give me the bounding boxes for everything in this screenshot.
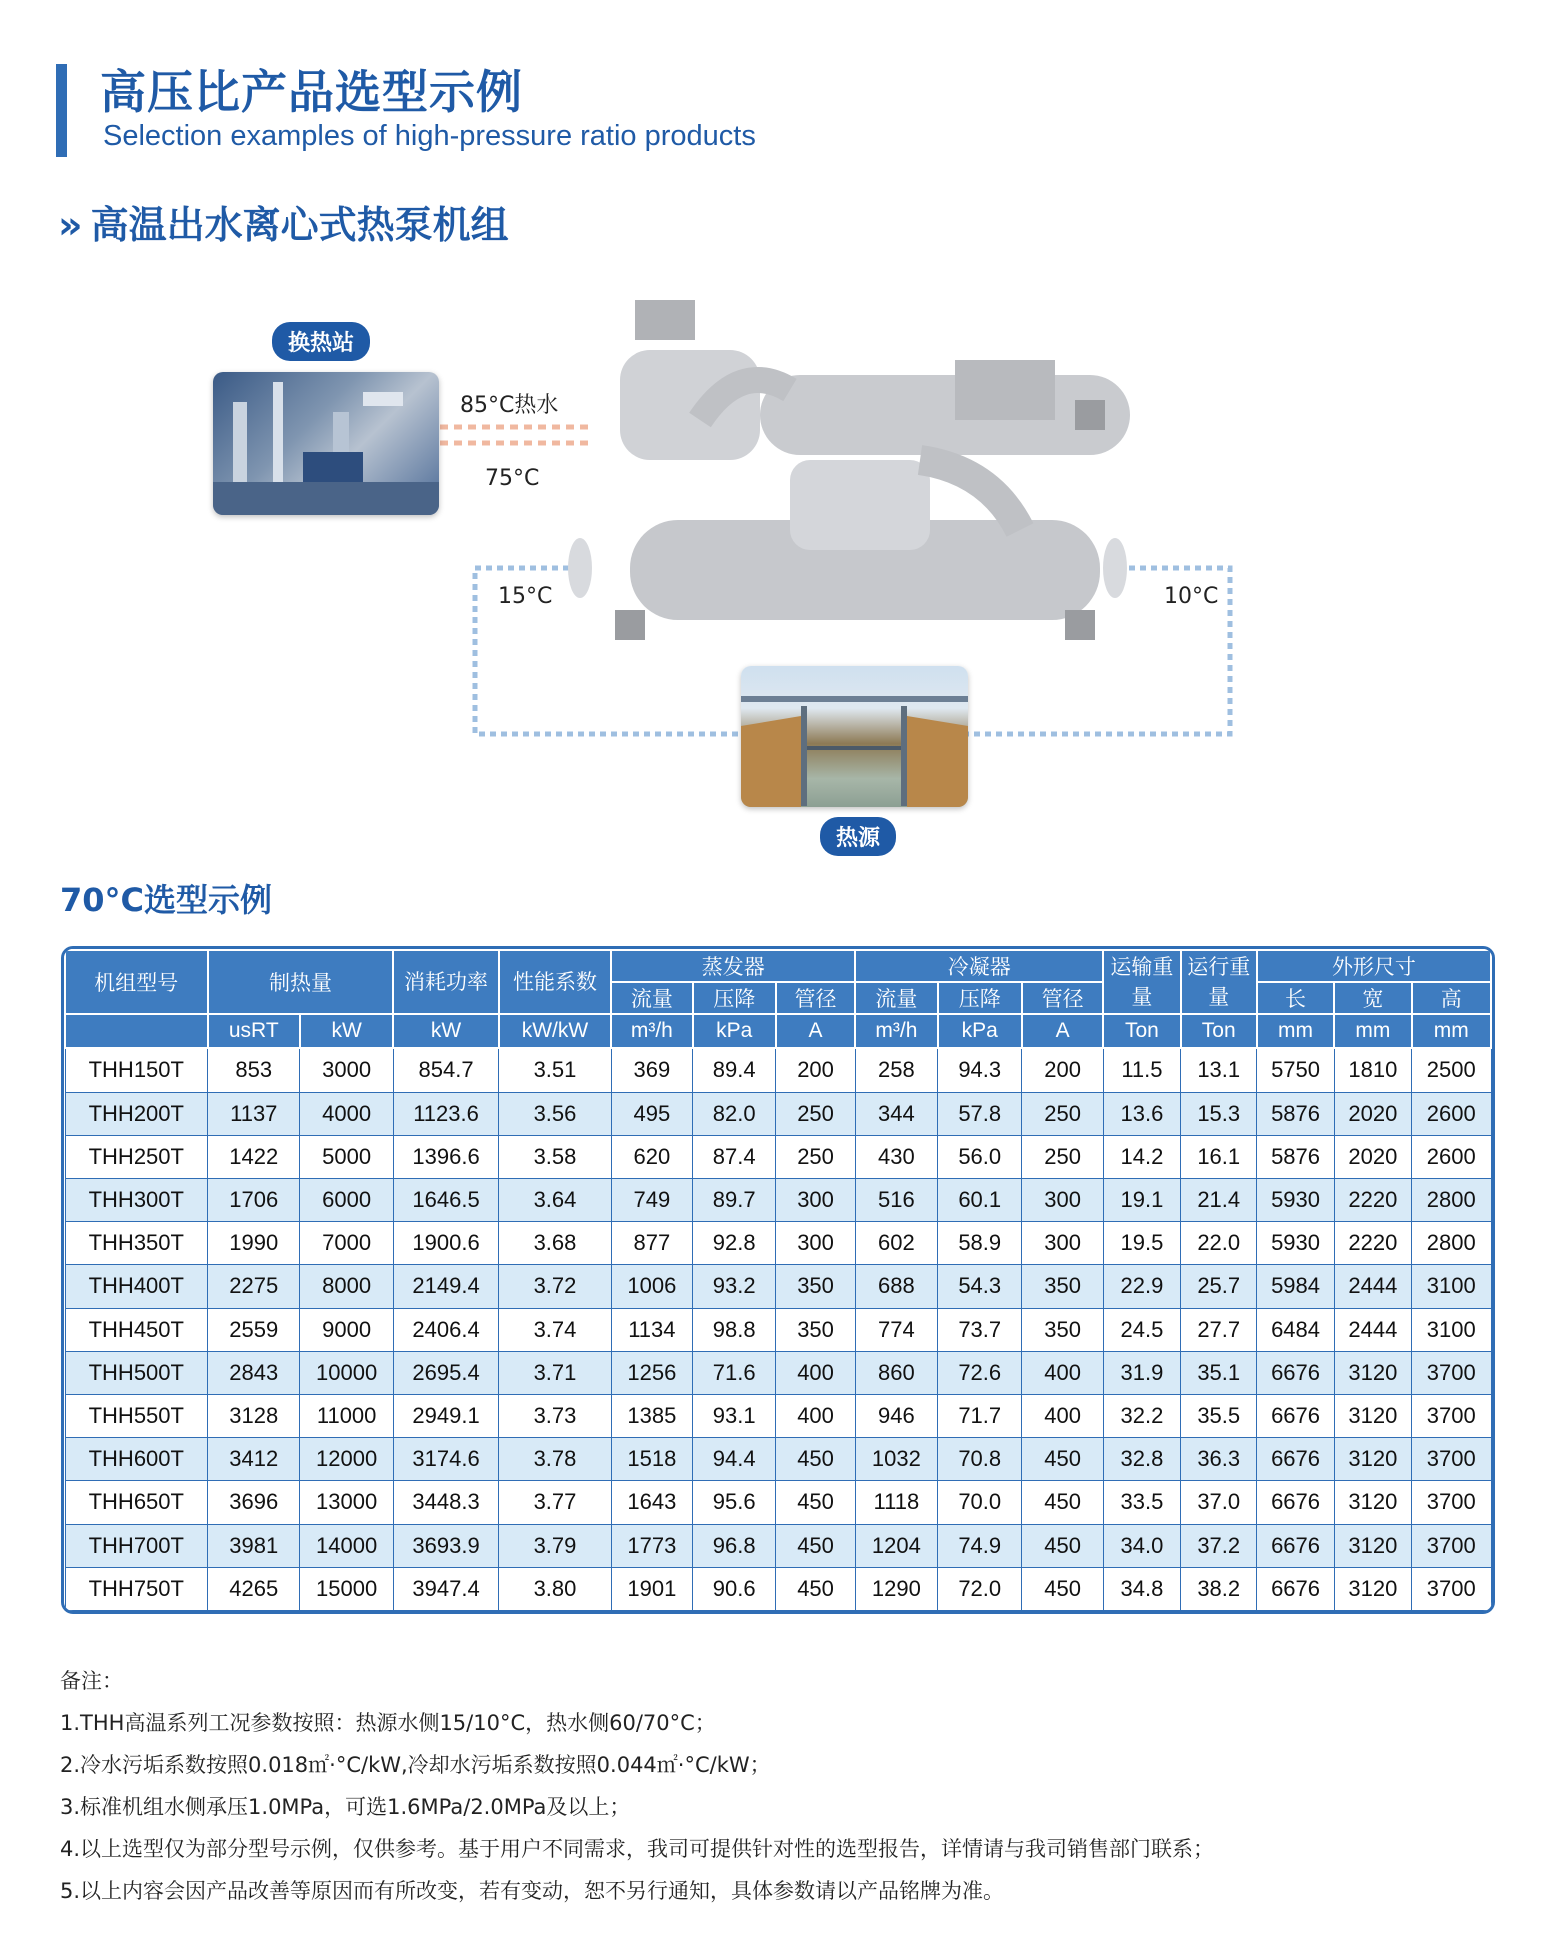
table-cell: 1385	[611, 1394, 692, 1437]
table-cell: 3.58	[499, 1135, 611, 1178]
table-cell: 38.2	[1181, 1567, 1257, 1610]
table-cell: 54.3	[938, 1265, 1022, 1308]
table-body	[65, 1048, 1491, 1611]
unit-cell: Ton	[1103, 1014, 1180, 1048]
table-cell: 3100	[1412, 1265, 1491, 1308]
table-cell: 3120	[1334, 1438, 1411, 1481]
table-cell: 2149.4	[393, 1265, 498, 1308]
table-cell: 5930	[1257, 1178, 1334, 1221]
table-cell: 3174.6	[393, 1438, 498, 1481]
table-cell: 5930	[1257, 1222, 1334, 1265]
section-heading	[58, 194, 509, 249]
unit-cell: kW	[300, 1014, 393, 1048]
model-cell: THH450T	[65, 1308, 208, 1351]
table-cell: 9000	[300, 1308, 393, 1351]
model-cell: THH750T	[65, 1567, 208, 1610]
table-cell: 946	[855, 1394, 937, 1437]
table-cell: 98.8	[693, 1308, 776, 1351]
table-cell: 2559	[208, 1308, 300, 1351]
unit-cell: usRT	[208, 1014, 300, 1048]
table-cell: 450	[776, 1524, 855, 1567]
table-cell: 1032	[855, 1438, 937, 1481]
table-cell: 1256	[611, 1351, 692, 1394]
table-cell: 6676	[1257, 1351, 1334, 1394]
model-cell: THH400T	[65, 1265, 208, 1308]
unit-cell: mm	[1334, 1014, 1411, 1048]
table-cell: 3120	[1334, 1351, 1411, 1394]
table-cell: 1396.6	[393, 1135, 498, 1178]
table-cell: 58.9	[938, 1222, 1022, 1265]
heat-source-photo	[741, 666, 968, 807]
hot-water-return-temp: 75°C	[485, 466, 540, 491]
table-cell: 71.7	[938, 1394, 1022, 1437]
table-cell: 1290	[855, 1567, 937, 1610]
page-subtitle-en: Selection examples of high-pressure ratio products	[103, 120, 756, 152]
table-cell: 96.8	[693, 1524, 776, 1567]
table-cell: 1118	[855, 1481, 937, 1524]
unit-cell: kW	[393, 1014, 498, 1048]
table-cell: 853	[208, 1048, 300, 1092]
table-cell: 258	[855, 1048, 937, 1092]
table-row	[65, 1092, 1491, 1135]
table-cell: 2843	[208, 1351, 300, 1394]
note-item: 3.标准机组水侧承压1.0MPa，可选1.6MPa/2.0MPa及以上；	[60, 1795, 631, 1819]
table-cell: 200	[776, 1048, 855, 1092]
table-cell: 11000	[300, 1394, 393, 1437]
table-cell: 300	[1022, 1178, 1103, 1221]
table-row	[65, 1524, 1491, 1567]
table-cell: 300	[776, 1178, 855, 1221]
table-cell: 2600	[1412, 1092, 1491, 1135]
table-cell: 13000	[300, 1481, 393, 1524]
table-cell: 32.2	[1103, 1394, 1180, 1437]
table-cell: 6676	[1257, 1524, 1334, 1567]
table-cell: 3700	[1412, 1567, 1491, 1610]
table-cell: 3128	[208, 1394, 300, 1437]
table-row	[65, 1308, 1491, 1351]
table-cell: 14000	[300, 1524, 393, 1567]
header-power: 消耗功率	[393, 950, 498, 1014]
model-cell: THH650T	[65, 1481, 208, 1524]
heat-source-badge: 热源	[820, 817, 896, 856]
table-cell: 70.8	[938, 1438, 1022, 1481]
table-cell: 400	[1022, 1351, 1103, 1394]
table-cell: 13.6	[1103, 1092, 1180, 1135]
header-evap-drop: 压降	[693, 982, 776, 1014]
model-cell: THH350T	[65, 1222, 208, 1265]
table-cell: 94.4	[693, 1438, 776, 1481]
table-cell: 6676	[1257, 1394, 1334, 1437]
note-item: 4.以上选型仅为部分型号示例，仅供参考。基于用户不同需求，我司可提供针对性的选型报告，详情请与我司销售部门联系；	[60, 1837, 1215, 1861]
unit-cell: m³/h	[611, 1014, 692, 1048]
table-cell: 1706	[208, 1178, 300, 1221]
table-cell: 602	[855, 1222, 937, 1265]
header-operating-weight: 运行重量	[1181, 950, 1257, 1014]
table-cell: 860	[855, 1351, 937, 1394]
table-cell: 250	[1022, 1092, 1103, 1135]
table-row	[65, 1481, 1491, 1524]
table-cell: 688	[855, 1265, 937, 1308]
table-cell: 6676	[1257, 1567, 1334, 1610]
table-cell: 350	[1022, 1265, 1103, 1308]
table-cell: 450	[776, 1438, 855, 1481]
table-cell: 10000	[300, 1351, 393, 1394]
table-cell: 1900.6	[393, 1222, 498, 1265]
table-cell: 2020	[1334, 1135, 1411, 1178]
double-chevron-icon: »	[58, 203, 83, 247]
header-evap-pipe: 管径	[776, 982, 855, 1014]
table-cell: 6676	[1257, 1438, 1334, 1481]
table-row	[65, 1567, 1491, 1610]
table-cell: 3448.3	[393, 1481, 498, 1524]
table-cell: 89.7	[693, 1178, 776, 1221]
header-shipping-weight: 运输重量	[1103, 950, 1180, 1014]
table-title: 70°C选型示例	[60, 881, 273, 919]
table-cell: 3120	[1334, 1567, 1411, 1610]
table-row	[65, 1222, 1491, 1265]
table-cell: 3.51	[499, 1048, 611, 1092]
table-cell: 300	[776, 1222, 855, 1265]
table-row	[65, 1438, 1491, 1481]
table-cell: 27.7	[1181, 1308, 1257, 1351]
model-cell: THH200T	[65, 1092, 208, 1135]
table-cell: 3000	[300, 1048, 393, 1092]
table-cell: 350	[776, 1265, 855, 1308]
table-cell: 3120	[1334, 1524, 1411, 1567]
hot-water-out-temp: 85°C热水	[460, 393, 559, 418]
table-row	[65, 1394, 1491, 1437]
table-cell: 3.68	[499, 1222, 611, 1265]
table-cell: 3.73	[499, 1394, 611, 1437]
table-cell: 3.56	[499, 1092, 611, 1135]
header-length: 长	[1257, 982, 1334, 1014]
table-cell: 34.0	[1103, 1524, 1180, 1567]
table-row	[65, 1135, 1491, 1178]
table-cell: 749	[611, 1178, 692, 1221]
table-cell: 6676	[1257, 1481, 1334, 1524]
table-cell: 11.5	[1103, 1048, 1180, 1092]
table-cell: 4000	[300, 1092, 393, 1135]
table-cell: 93.2	[693, 1265, 776, 1308]
table-cell: 344	[855, 1092, 937, 1135]
table-row	[65, 1351, 1491, 1394]
table-cell: 32.8	[1103, 1438, 1180, 1481]
table-row	[65, 1265, 1491, 1308]
unit-cell: A	[1022, 1014, 1103, 1048]
page-title: 高压比产品选型示例	[100, 65, 523, 119]
table-cell: 1990	[208, 1222, 300, 1265]
table-cell: 90.6	[693, 1567, 776, 1610]
table-cell: 516	[855, 1178, 937, 1221]
table-cell: 3.72	[499, 1265, 611, 1308]
table-row	[65, 1048, 1491, 1092]
table-cell: 1773	[611, 1524, 692, 1567]
table-cell: 72.0	[938, 1567, 1022, 1610]
table-cell: 71.6	[693, 1351, 776, 1394]
source-out-temp: 10°C	[1164, 584, 1219, 609]
table-cell: 250	[776, 1135, 855, 1178]
table-cell: 3947.4	[393, 1567, 498, 1610]
table-cell: 774	[855, 1308, 937, 1351]
table-cell: 33.5	[1103, 1481, 1180, 1524]
heat-station-badge: 换热站	[272, 322, 370, 361]
table-cell: 1137	[208, 1092, 300, 1135]
table-cell: 7000	[300, 1222, 393, 1265]
table-cell: 1518	[611, 1438, 692, 1481]
table-cell: 31.9	[1103, 1351, 1180, 1394]
table-cell: 74.9	[938, 1524, 1022, 1567]
table-cell: 2020	[1334, 1092, 1411, 1135]
model-cell: THH500T	[65, 1351, 208, 1394]
table-cell: 1422	[208, 1135, 300, 1178]
table-cell: 92.8	[693, 1222, 776, 1265]
table-cell: 1643	[611, 1481, 692, 1524]
table-cell: 2220	[1334, 1178, 1411, 1221]
table-cell: 495	[611, 1092, 692, 1135]
table-cell: 35.1	[1181, 1351, 1257, 1394]
table-cell: 2406.4	[393, 1308, 498, 1351]
table-cell: 2600	[1412, 1135, 1491, 1178]
table-cell: 72.6	[938, 1351, 1022, 1394]
table-cell: 250	[1022, 1135, 1103, 1178]
table-cell: 15000	[300, 1567, 393, 1610]
table-cell: 25.7	[1181, 1265, 1257, 1308]
table-cell: 2444	[1334, 1308, 1411, 1351]
table-cell: 24.5	[1103, 1308, 1180, 1351]
header-dimensions: 外形尺寸	[1257, 950, 1491, 982]
note-item: 1.THH高温系列工况参数按照：热源水侧15/10°C，热水侧60/70°C；	[60, 1711, 716, 1735]
table-cell: 3700	[1412, 1524, 1491, 1567]
table-cell: 450	[1022, 1567, 1103, 1610]
table-cell: 400	[776, 1394, 855, 1437]
table-cell: 430	[855, 1135, 937, 1178]
table-cell: 3693.9	[393, 1524, 498, 1567]
table-cell: 369	[611, 1048, 692, 1092]
unit-cell: mm	[1412, 1014, 1491, 1048]
table-cell: 82.0	[693, 1092, 776, 1135]
units-row	[65, 1014, 1491, 1048]
unit-cell: kPa	[693, 1014, 776, 1048]
table-cell: 2275	[208, 1265, 300, 1308]
source-in-temp: 15°C	[498, 584, 553, 609]
table-cell: 1901	[611, 1567, 692, 1610]
table-cell: 3.64	[499, 1178, 611, 1221]
table-cell: 16.1	[1181, 1135, 1257, 1178]
table-cell: 87.4	[693, 1135, 776, 1178]
table-cell: 400	[776, 1351, 855, 1394]
table-cell: 21.4	[1181, 1178, 1257, 1221]
table-cell: 6484	[1257, 1308, 1334, 1351]
units-spacer	[65, 1014, 208, 1048]
table-cell: 5876	[1257, 1135, 1334, 1178]
title-accent-bar	[56, 64, 67, 157]
table-cell: 854.7	[393, 1048, 498, 1092]
notes-heading: 备注：	[60, 1669, 123, 1693]
table-cell: 3.71	[499, 1351, 611, 1394]
header-width: 宽	[1334, 982, 1411, 1014]
table-cell: 22.0	[1181, 1222, 1257, 1265]
model-cell: THH250T	[65, 1135, 208, 1178]
table-cell: 350	[1022, 1308, 1103, 1351]
table-cell: 1646.5	[393, 1178, 498, 1221]
table-cell: 37.0	[1181, 1481, 1257, 1524]
table-cell: 250	[776, 1092, 855, 1135]
unit-cell: kW/kW	[499, 1014, 611, 1048]
table-cell: 57.8	[938, 1092, 1022, 1135]
table-cell: 2500	[1412, 1048, 1491, 1092]
table-cell: 1810	[1334, 1048, 1411, 1092]
table-cell: 450	[1022, 1481, 1103, 1524]
table-cell: 34.8	[1103, 1567, 1180, 1610]
selection-table	[61, 946, 1495, 1614]
section-heading-text: 高温出水离心式热泵机组	[90, 203, 509, 247]
table-cell: 13.1	[1181, 1048, 1257, 1092]
model-cell: THH550T	[65, 1394, 208, 1437]
table-cell: 2800	[1412, 1222, 1491, 1265]
table-cell: 2444	[1334, 1265, 1411, 1308]
table-cell: 37.2	[1181, 1524, 1257, 1567]
unit-cell: m³/h	[855, 1014, 937, 1048]
table-cell: 3696	[208, 1481, 300, 1524]
table-cell: 56.0	[938, 1135, 1022, 1178]
heat-pump-unit-illustration	[568, 300, 1130, 640]
table-cell: 73.7	[938, 1308, 1022, 1351]
table-cell: 3.77	[499, 1481, 611, 1524]
table-cell: 200	[1022, 1048, 1103, 1092]
table-cell: 3981	[208, 1524, 300, 1567]
table-cell: 620	[611, 1135, 692, 1178]
table-cell: 300	[1022, 1222, 1103, 1265]
table-cell: 3120	[1334, 1481, 1411, 1524]
table-cell: 36.3	[1181, 1438, 1257, 1481]
table-cell: 89.4	[693, 1048, 776, 1092]
table-cell: 5876	[1257, 1092, 1334, 1135]
table-cell: 22.9	[1103, 1265, 1180, 1308]
table-cell: 8000	[300, 1265, 393, 1308]
table-cell: 5750	[1257, 1048, 1334, 1092]
header-cop: 性能系数	[499, 950, 611, 1014]
table-cell: 2949.1	[393, 1394, 498, 1437]
unit-cell: kPa	[938, 1014, 1022, 1048]
header-cond-pipe: 管径	[1022, 982, 1103, 1014]
table-row	[65, 1178, 1491, 1221]
table-cell: 3700	[1412, 1351, 1491, 1394]
table-cell: 3700	[1412, 1481, 1491, 1524]
table-cell: 3.78	[499, 1438, 611, 1481]
header-evaporator: 蒸发器	[611, 950, 855, 982]
table-cell: 3412	[208, 1438, 300, 1481]
unit-cell: A	[776, 1014, 855, 1048]
table-cell: 400	[1022, 1394, 1103, 1437]
table-cell: 1006	[611, 1265, 692, 1308]
header-cond-drop: 压降	[938, 982, 1022, 1014]
table-cell: 450	[776, 1481, 855, 1524]
header-heat-capacity: 制热量	[208, 950, 394, 1014]
table-cell: 12000	[300, 1438, 393, 1481]
table-cell: 3.74	[499, 1308, 611, 1351]
table-cell: 450	[1022, 1524, 1103, 1567]
table-cell: 3700	[1412, 1438, 1491, 1481]
table-cell: 70.0	[938, 1481, 1022, 1524]
header-model: 机组型号	[65, 950, 208, 1014]
notes	[60, 1660, 1214, 1912]
table-cell: 1134	[611, 1308, 692, 1351]
model-cell: THH150T	[65, 1048, 208, 1092]
model-cell: THH300T	[65, 1178, 208, 1221]
header-evap-flow: 流量	[611, 982, 692, 1014]
note-item: 5.以上内容会因产品改善等原因而有所改变，若有变动，恕不另行通知，具体参数请以产品铭牌为准。	[60, 1879, 1005, 1903]
table-cell: 5000	[300, 1135, 393, 1178]
table-cell: 3.80	[499, 1567, 611, 1610]
header-cond-flow: 流量	[855, 982, 937, 1014]
table-cell: 15.3	[1181, 1092, 1257, 1135]
table-cell: 94.3	[938, 1048, 1022, 1092]
table-cell: 93.1	[693, 1394, 776, 1437]
table-cell: 35.5	[1181, 1394, 1257, 1437]
heat-station-photo	[213, 372, 439, 515]
table-cell: 6000	[300, 1178, 393, 1221]
header-condenser: 冷凝器	[855, 950, 1103, 982]
table-cell: 1204	[855, 1524, 937, 1567]
table-cell: 450	[1022, 1438, 1103, 1481]
table-cell: 877	[611, 1222, 692, 1265]
table-cell: 2220	[1334, 1222, 1411, 1265]
table-cell: 5984	[1257, 1265, 1334, 1308]
table-cell: 3.79	[499, 1524, 611, 1567]
table-cell: 3700	[1412, 1394, 1491, 1437]
table-cell: 95.6	[693, 1481, 776, 1524]
model-cell: THH700T	[65, 1524, 208, 1567]
header-height: 高	[1412, 982, 1491, 1014]
system-diagram	[0, 300, 1550, 860]
table-cell: 19.5	[1103, 1222, 1180, 1265]
table-cell: 3120	[1334, 1394, 1411, 1437]
treatment-pool-image	[741, 666, 968, 807]
heat-station-pipes-image	[213, 372, 439, 515]
table-cell: 19.1	[1103, 1178, 1180, 1221]
unit-cell: Ton	[1181, 1014, 1257, 1048]
table-cell: 60.1	[938, 1178, 1022, 1221]
table-cell: 14.2	[1103, 1135, 1180, 1178]
table-cell: 2800	[1412, 1178, 1491, 1221]
model-cell: THH600T	[65, 1438, 208, 1481]
note-item: 2.冷水污垢系数按照0.018㎡·°C/kW,冷却水污垢系数按照0.044㎡·°C/kW；	[60, 1753, 771, 1777]
table-cell: 1123.6	[393, 1092, 498, 1135]
table-cell: 4265	[208, 1567, 300, 1610]
table-cell: 2695.4	[393, 1351, 498, 1394]
unit-cell: mm	[1257, 1014, 1334, 1048]
table-cell: 3100	[1412, 1308, 1491, 1351]
table-cell: 350	[776, 1308, 855, 1351]
table-cell: 450	[776, 1567, 855, 1610]
